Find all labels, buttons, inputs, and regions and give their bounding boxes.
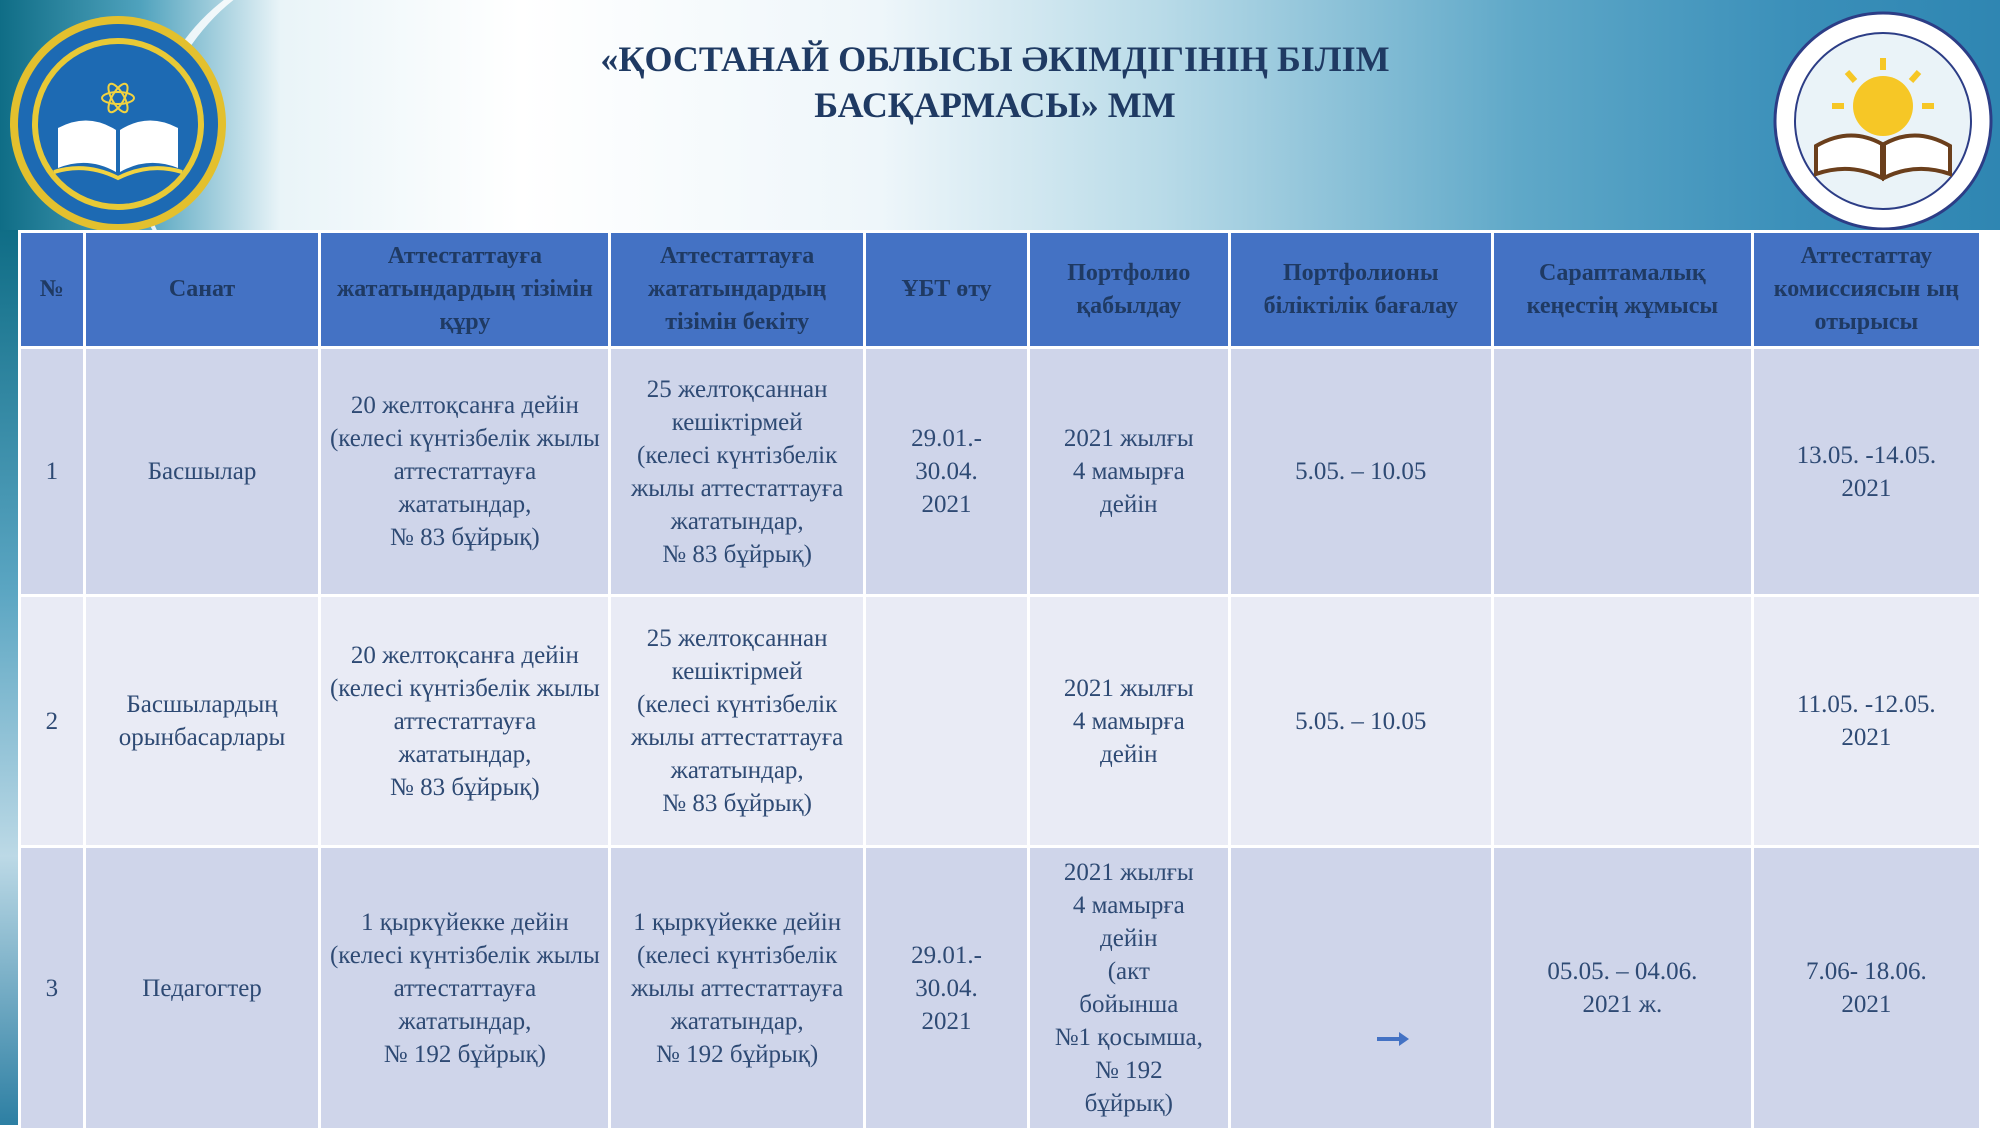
expert-council-cell: [1494, 597, 1751, 845]
category-cell: Басшылар: [86, 349, 319, 594]
attestation-schedule-table: [18, 230, 1982, 1131]
list-create-cell: 20 желтоқсанға дейін (келесі күнтізбелік жылы аттестаттауға жататындар, № 83 бұйрық): [321, 597, 608, 845]
portfolio-cell: 2021 жылғы 4 мамырға дейін: [1030, 597, 1228, 845]
category-cell: Педагогтер: [86, 848, 319, 1128]
column-header-number: №: [21, 233, 83, 346]
page-title: [490, 36, 1500, 128]
portfolio-cell: 2021 жылғы 4 мамырға дейін (акт бойынша №1 қосымша, № 192 бұйрық): [1030, 848, 1228, 1128]
expert-council-cell: [1494, 349, 1751, 594]
column-header-commission: Аттестаттау комиссиясын ың отырысы: [1754, 233, 1979, 346]
title-line-1: «ҚОСТАНАЙ ОБЛЫСЫ ӘКІМДІГІНІҢ БІЛІМ: [600, 39, 1390, 79]
portfolio-cell: 2021 жылғы 4 мамырға дейін: [1030, 349, 1228, 594]
title-line-2: БАСҚАРМАСЫ» ММ: [814, 85, 1176, 125]
column-header-portfolio: Портфолио қабылдау: [1030, 233, 1228, 346]
column-header-expert-council: Сараптамалық кеңестің жұмысы: [1494, 233, 1751, 346]
list-approve-cell: 1 қыркүйекке дейін (келесі күнтізбелік жылы аттестаттауға жататындар, № 192 бұйрық): [611, 848, 863, 1128]
education-department-emblem-icon: [1772, 10, 1994, 232]
row-number: 2: [21, 597, 83, 845]
commission-cell: 7.06- 18.06. 2021: [1754, 848, 1979, 1128]
ministry-emblem-icon: [6, 12, 230, 236]
table-header-row: [21, 233, 1979, 346]
column-header-list-create: Аттестаттауға жататындардың тізімін құру: [321, 233, 608, 346]
assessment-cell: [1231, 848, 1491, 1128]
list-approve-cell: 25 желтоқсаннан кешіктірмей (келесі күнтізбелік жылы аттестаттауға жататындар, № 83 бұйрық): [611, 597, 863, 845]
row-number: 1: [21, 349, 83, 594]
table-row: [21, 848, 1979, 1128]
table-row: [21, 597, 1979, 845]
column-header-list-approve: Аттестаттауға жататындардың тізімін бекіту: [611, 233, 863, 346]
commission-cell: 13.05. -14.05. 2021: [1754, 349, 1979, 594]
assessment-cell: 5.05. – 10.05: [1231, 597, 1491, 845]
ubt-cell: 29.01.- 30.04. 2021: [866, 848, 1027, 1128]
column-header-assessment: Портфолионы біліктілік бағалау: [1231, 233, 1491, 346]
arrow-right-icon: [1375, 1030, 1411, 1048]
expert-council-cell: 05.05. – 04.06. 2021 ж.: [1494, 848, 1751, 1128]
row-number: 3: [21, 848, 83, 1128]
table-row: [21, 349, 1979, 594]
list-create-cell: 1 қыркүйекке дейін (келесі күнтізбелік жылы аттестаттауға жататындар, № 192 бұйрық): [321, 848, 608, 1128]
list-approve-cell: 25 желтоқсаннан кешіктірмей (келесі күнтізбелік жылы аттестаттауға жататындар, № 83 бұйрық): [611, 349, 863, 594]
category-cell: Басшылардың орынбасарлары: [86, 597, 319, 845]
ubt-cell: 29.01.- 30.04. 2021: [866, 349, 1027, 594]
assessment-cell: 5.05. – 10.05: [1231, 349, 1491, 594]
decorative-left-strip: [0, 230, 18, 1125]
list-create-cell: 20 желтоқсанға дейін (келесі күнтізбелік жылы аттестаттауға жататындар, № 83 бұйрық): [321, 349, 608, 594]
column-header-ubt: ҰБТ өту: [866, 233, 1027, 346]
commission-cell: 11.05. -12.05. 2021: [1754, 597, 1979, 845]
ubt-cell: [866, 597, 1027, 845]
column-header-category: Санат: [86, 233, 319, 346]
